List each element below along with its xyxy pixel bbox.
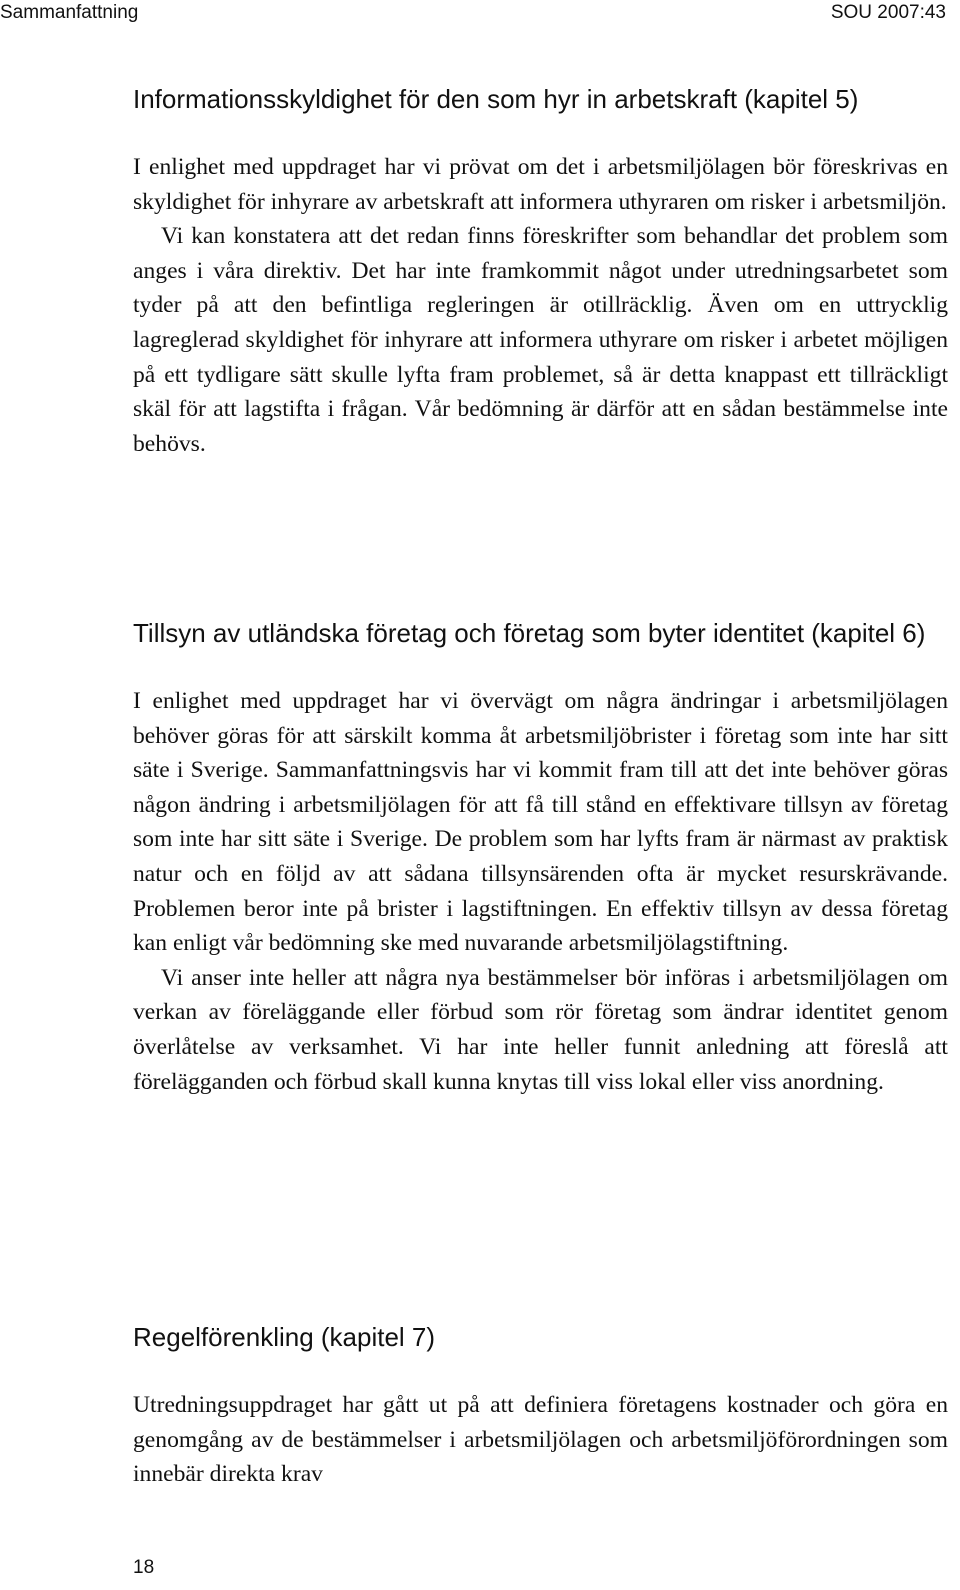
header-section-title: Sammanfattning — [0, 2, 139, 23]
section-simplification — [133, 1320, 948, 1492]
section-heading: Informationsskyldighet för den som hyr in arbetskraft (kapitel 5) — [133, 84, 859, 114]
paragraph: Vi anser inte heller att några nya bestämmelser bör införas i arbetsmiljölagen om verkan av föreläggande eller förbud som rör företag som ändrar identitet genom överlåtelse av verksamhet. Vi har inte heller funnit anledning att föreslå att förelägganden och förbud skall kunna knytas till viss lokal eller viss anordning. — [133, 964, 948, 1095]
paragraph: Utredningsuppdraget har gått ut på att definiera företagens kostnader och göra en genomgång av de bestämmelser i arbetsmiljölagen och arbetsmiljöförordningen som innebär direkta krav — [133, 1392, 948, 1488]
section-supervision — [133, 616, 948, 1099]
paragraph: I enlighet med uppdraget har vi övervägt om några ändringar i arbetsmiljölagen behöver göras för att särskilt komma åt arbetsmiljöbrister i företag som inte har sitt säte i Sverige. Sammanfattningsvis har vi kommit fram till att det inte behöver göras någon ändring i arbetsmiljölagen för att få till stånd en effektivare tillsyn av företag som inte har sitt säte i Sverige. De problem som har lyfts fram är närmast av praktisk natur och en följd av att sådana tillsynsärenden ofta är mycket resurskrävande. Problemen beror inte på brister i lagstiftningen. En effektiv tillsyn av dessa företag kan enligt vår bedömning ske med nuvarande arbetsmiljölagstiftning. — [133, 688, 948, 957]
header-document-id: SOU 2007:43 — [830, 2, 946, 23]
section-information-duty — [133, 82, 948, 461]
section-heading: Regelförenkling (kapitel 7) — [133, 1322, 436, 1352]
paragraph: I enlighet med uppdraget har vi prövat om det i arbetsmiljölagen bör föreskrivas en skyldighet för inhyrare av arbetskraft att informera uthyraren om risker i arbetsmiljön. — [133, 154, 948, 215]
section-heading: Tillsyn av utländska företag och företag som byter identitet (kapitel 6) — [133, 618, 926, 648]
page-number: 18 — [133, 1557, 155, 1578]
running-header — [0, 0, 960, 26]
paragraph: Vi kan konstatera att det redan finns föreskrifter som behandlar det problem som anges i våra direktiv. Det har inte framkommit något under utredningsarbetet som tyder på att den befintliga regleringen är otillräcklig. Även om en uttrycklig lagreglerad skyldighet för inhyrare att informera uthyrare om risker i arbetet möjligen på ett tydligare sätt skulle lyfta fram problemet, så är detta knappast ett tillräckligt skäl för att lagstifta i frågan. Vår bedömning är därför att en sådan bestämmelse inte behövs. — [133, 223, 948, 457]
